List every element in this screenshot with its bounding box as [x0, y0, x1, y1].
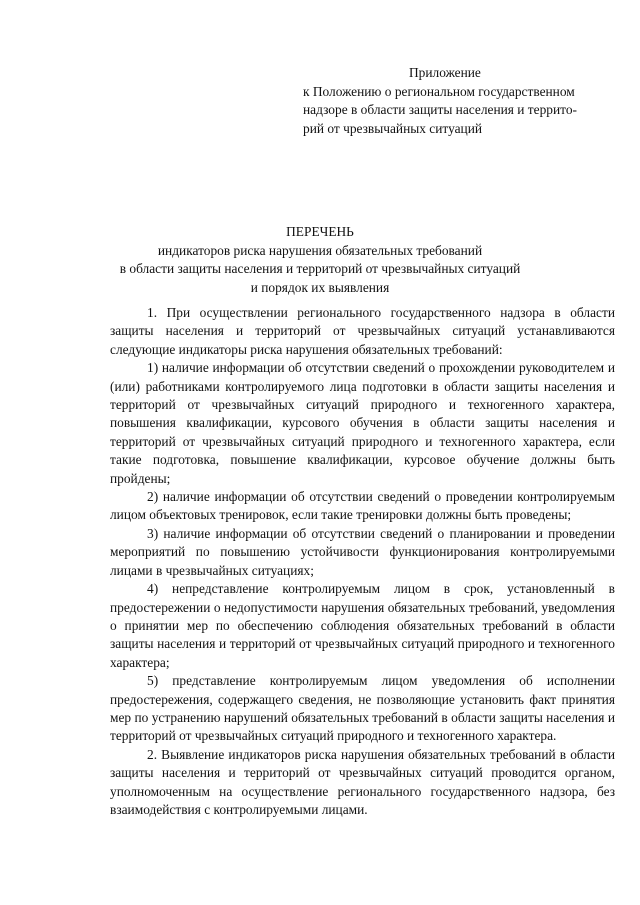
list-item-3: 3) наличие информации об отсутствии сведений о планировании и проведении мероприятий по повышению устойчивости функционирования контролируемыми лицами в чрезвычайных ситуациях; — [110, 525, 615, 578]
paragraph-1: 1. При осуществлении регионального государственного надзора в области защиты населения и территорий от чрезвычайных ситуаций устанавливаются следующие индикаторы риска нарушения обязательных требований: — [110, 305, 615, 357]
document-title: ПЕРЕЧЕНЬ — [286, 224, 354, 239]
document-subtitle-line: индикаторов риска нарушения обязательных требований — [157, 242, 483, 258]
annex-line: рий от чрезвычайных ситуаций — [303, 120, 483, 136]
annex-line: к Положению о региональном государственном — [303, 83, 575, 99]
list-item-4: 4) непредставление контролируемым лицом в срок, установленный в предостережении о недопустимости нарушения обязательных требований, уведомления о принятии мер по обеспечению соблюдения обязательных требований в области защиты населения и территорий от чрезвычайных ситуаций природного и техногенного характера; — [110, 581, 615, 670]
annex-line: надзоре в области защиты населения и террито- — [303, 102, 577, 117]
document-heading — [110, 223, 530, 297]
list-item-1: 1) наличие информации об отсутствии сведений о прохождении руководителем и (или) работниками контролируемого лица подготовки в области защиты населения и территорий от чрезвычайных ситуаций природного и техногенного характера, повышения квалификации, курсового обучения в области защиты населения и территорий от чрезвычайных ситуаций природного и техногенного характера, если такие подготовка, повышение квалификации, курсовое обучение должны быть пройдены; — [110, 360, 615, 486]
list-item-5: 5) представление контролируемым лицом уведомления об исполнении предостережения, содержащего сведения, не позволяющие установить факт принятия мер по устранению нарушений обязательных требований в области защиты населения и территорий от чрезвычайных ситуаций природного и техногенного характера. — [110, 673, 615, 744]
document-subtitle-line: и порядок их выявления — [250, 279, 390, 295]
paragraph-2: 2. Выявление индикаторов риска нарушения обязательных требований в области защиты населения и территорий от чрезвычайных ситуаций проводится органом, уполномоченным на осуществление регионального государственного надзора, без взаимодействия с контролируемыми лицами. — [110, 746, 615, 817]
list-item-2: 2) наличие информации об отсутствии сведений о проведении контролируемым лицом объектовых тренировок, если такие тренировки должны быть проведены; — [110, 489, 615, 523]
annex-title: Приложение — [409, 65, 481, 80]
document-body — [110, 304, 615, 819]
annex-block — [303, 64, 615, 138]
document-subtitle-line: в области защиты населения и территорий от чрезвычайных ситуаций — [119, 261, 521, 276]
